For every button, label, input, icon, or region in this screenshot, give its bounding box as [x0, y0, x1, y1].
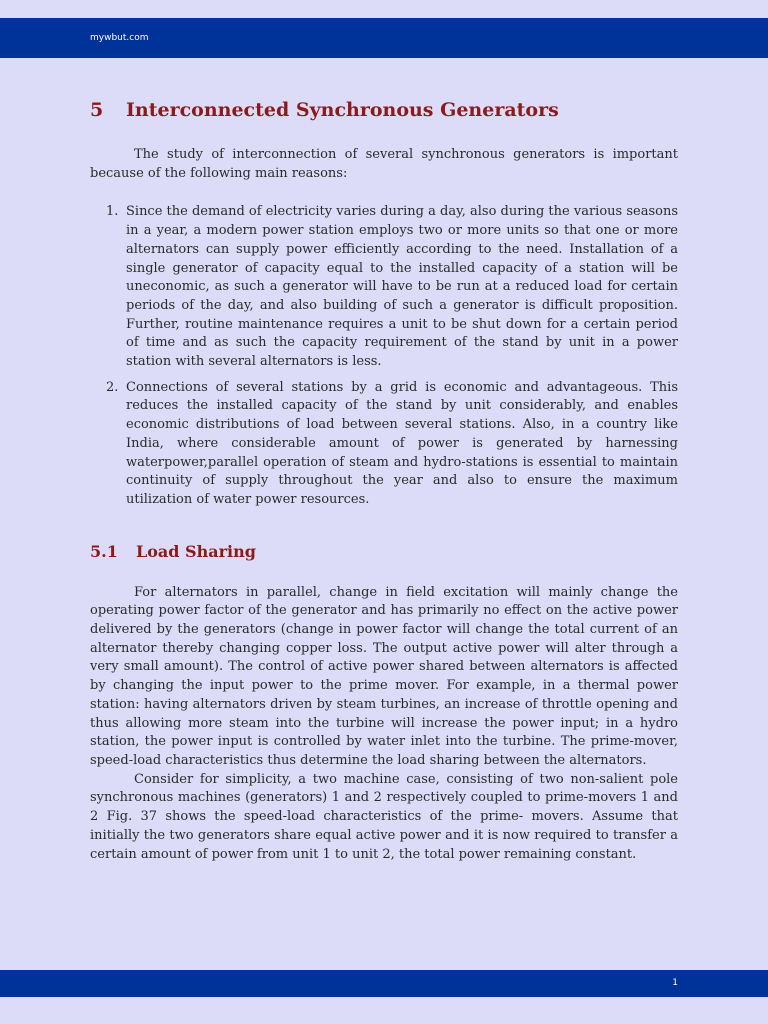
load-sharing-paragraph-1: For alternators in parallel, change in field excitation will mainly change the operating power factor of the generator and has primarily no effect on the active power delivered by the generators (change in power factor will change the total current of an alternator thereby changing copper loss. The output active power will alter through a very small amount). The control of active power shared between alternators is affected by changing the input power to the prime mover. For example, in a thermal power station: having alternators driven by steam turbines, an increase of throttle opening and thus allowing more steam into the turbine will increase the power input; in a hydro station, the power input is controlled by water inlet into the turbine. The prime-mover, speed-load characteristics thus determine the load sharing between the alternators.: [90, 584, 678, 768]
list-marker: 2.: [106, 379, 119, 395]
list-item: [90, 203, 678, 371]
list-marker: 1.: [106, 204, 119, 220]
subsection-title: Load Sharing: [136, 541, 256, 561]
page-number: 1: [672, 978, 678, 988]
footer-bar: [0, 970, 768, 997]
list-item-text: Since the demand of electricity varies during a day, also during the various seasons in a year, a modern power station employs two or more units so that one or more alternators can supply power efficiently according to the need. Installation of a single generator of capacity equal to the installed capacity of a station will be uneconomic, as such a generator will have to be run at a reduced load for certain periods of the day, and also building of such a generator is difficult proposition. Further, routine maintenance requires a unit to be shut down for a certain period of time and as such the capacity requirement of the stand by unit in a power station with several alternators is less.: [126, 204, 678, 370]
list-item: [90, 379, 678, 510]
list-item-text: Connections of several stations by a grid is economic and advantageous. This reduces the installed capacity of the stand by unit considerably, and enables economic distributions of load between several stations. Also, in a country like India, where considerable amount of power is generated by harnessing waterpower,parallel operation of steam and hydro-stations is essential to maintain continuity of supply throughout the year and also to ensure the maximum utilization of water power resources.: [126, 379, 678, 507]
subsection-number: 5.1: [90, 541, 118, 561]
site-name: mywbut.com: [90, 33, 149, 43]
section-number: 5: [90, 99, 104, 121]
reasons-list: [90, 203, 678, 509]
header-bar: [0, 18, 768, 58]
section-title: Interconnected Synchronous Generators: [126, 99, 559, 121]
load-sharing-paragraph-2: Consider for simplicity, a two machine case, consisting of two non-salient pole synchronous machines (generators) 1 and 2 respectively coupled to prime-movers 1 and 2 Fig. 37 shows the speed-load characteristics of the prime- movers. Assume that initially the two generators share equal active power and it is now required to transfer a certain amount of power from unit 1 to unit 2, the total power remaining constant.: [90, 771, 678, 862]
subsection-heading: [90, 542, 678, 562]
intro-paragraph: The study of interconnection of several synchronous generators is important because of the following main reasons:: [90, 147, 678, 181]
section-heading: [90, 94, 678, 126]
page-content: [90, 94, 678, 864]
